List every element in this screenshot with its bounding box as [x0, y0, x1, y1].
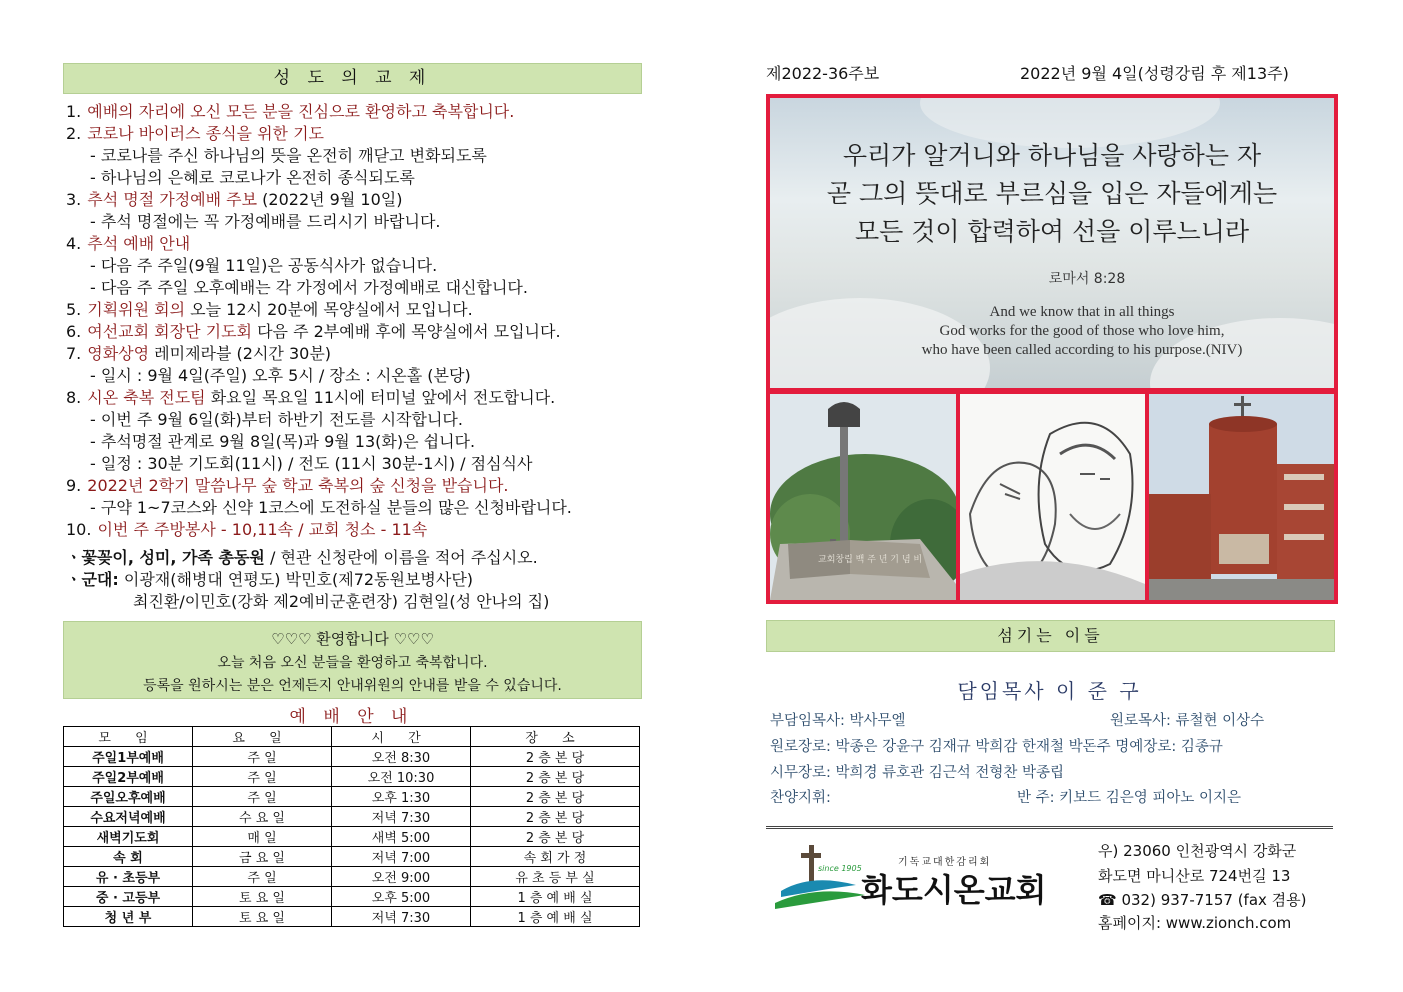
welcome-title: ♡♡♡ 환영합니다 ♡♡♡ — [271, 630, 434, 648]
senior-pastor: 담임목사 이 준 구 — [957, 679, 1142, 703]
col-header: 요 일 — [193, 727, 332, 747]
verse-english-line: And we know that in all things — [989, 304, 1175, 320]
table-cell: 수 요 일 — [193, 807, 332, 827]
announcement-subitem: - 일정 : 30분 기도회(11시) / 전도 (11시 30분-1시) / 점심식사 — [90, 454, 533, 473]
announcement-number: 9. — [66, 476, 82, 495]
table-cell: 속 회 가 정 — [471, 847, 640, 867]
announcement-highlight: 코로나 바이러스 종식을 위한 기도 — [87, 124, 324, 143]
table-cell: 유 · 초등부 — [64, 867, 193, 887]
bell-monument-photo — [770, 394, 956, 600]
verse-english-line: God works for the good of those who love him, — [939, 323, 1225, 339]
military-line2: 최진환/이민호(강화 제2예비군훈련장) 김현일(성 안나의 집) — [133, 592, 550, 611]
flowers-label: ㆍ꽃꽂이, 성미, 가족 총동원 — [66, 548, 265, 567]
announcement-highlight: 시온 축복 전도팀 — [87, 388, 206, 407]
announcement-item — [66, 519, 427, 541]
announcement-item — [66, 475, 509, 497]
table-cell: 토 요 일 — [193, 907, 332, 927]
table-row — [64, 827, 640, 847]
announcement-text: 레미제라블 (2시간 30분) — [149, 344, 332, 363]
table-cell: 유 초 등 부 실 — [471, 867, 640, 887]
announcement-number: 4. — [66, 234, 82, 253]
col-header: 장 소 — [471, 727, 640, 747]
table-row — [64, 807, 640, 827]
staff-line: 반 주: 키보드 김은영 피아노 이지은 — [1017, 790, 1242, 806]
announcement-highlight: 기획위원 회의 — [87, 300, 186, 319]
announcement-number: 2. — [66, 124, 82, 143]
military-line1: 이광재(해병대 연평도) 박민호(제72동원보병사단) — [118, 570, 474, 589]
phone-line: ☎ 032) 937-7157 (fax 겸용) — [1098, 891, 1307, 909]
table-row — [64, 767, 640, 787]
people-title: 섬기는 이들 — [766, 620, 1335, 652]
table-cell: 속 회 — [64, 847, 193, 867]
flowers-note — [66, 547, 538, 569]
staff-line: 원로목사: 류철현 이상수 — [1110, 713, 1265, 729]
divider — [766, 826, 1333, 829]
staff-line: 찬양지휘: — [770, 790, 831, 806]
staff-line: 원로장로: 박종은 강윤구 김재규 박희감 한재철 박돈주 명예장로: 김종규 — [770, 739, 1223, 755]
table-cell: 오전 10:30 — [332, 767, 471, 787]
announcement-highlight: 2022년 2학기 말씀나무 숲 학교 축복의 숲 신청을 받습니다. — [87, 476, 509, 495]
announcement-highlight: 여선교회 회장단 기도회 — [87, 322, 252, 341]
address-line: 우) 23060 인천광역시 강화군 — [1098, 842, 1297, 860]
announcement-text: (2022년 9월 10일) — [257, 190, 403, 209]
table-cell: 주일2부예배 — [64, 767, 193, 787]
services-table — [63, 726, 640, 927]
table-cell: 저녁 7:00 — [332, 847, 471, 867]
table-cell: 1 층 예 배 실 — [471, 907, 640, 927]
table-cell: 새벽기도회 — [64, 827, 193, 847]
table-cell: 2 층 본 당 — [471, 767, 640, 787]
announcement-number: 3. — [66, 190, 82, 209]
table-cell: 주일오후예배 — [64, 787, 193, 807]
announcement-subitem: - 추석명절 관계로 9월 8일(목)과 9월 13(화)은 쉽니다. — [90, 432, 476, 451]
verse-korean-line: 곧 그의 뜻대로 부르심을 입은 자들에게는 — [826, 179, 1278, 208]
table-cell: 주 일 — [193, 767, 332, 787]
announcement-subitem: - 일시 : 9월 4일(주일) 오후 5시 / 장소 : 시온홀 (본당) — [90, 366, 471, 385]
verse-image — [770, 98, 1334, 388]
announcement-item — [66, 343, 331, 365]
monument-text: 교회창립 백 주 년 기 념 비 — [818, 555, 923, 565]
table-row — [64, 847, 640, 867]
announcement-highlight: 예배의 자리에 오신 모든 분을 진심으로 환영하고 축복합니다. — [87, 102, 515, 121]
announcement-subitem: - 이번 주 9월 6일(화)부터 하반기 전도를 시작합니다. — [90, 410, 463, 429]
announcement-number: 10. — [66, 520, 92, 539]
announcement-subitem: - 다음 주 주일(9월 11일)은 공동식사가 없습니다. — [90, 256, 438, 275]
table-cell: 저녁 7:30 — [332, 807, 471, 827]
table-cell: 청 년 부 — [64, 907, 193, 927]
announcement-item — [66, 233, 190, 255]
announcement-subitem: - 다음 주 주일 오후예배는 각 가정에서 가정예배로 대신합니다. — [90, 278, 528, 297]
church-logo — [773, 843, 1083, 913]
section-title: 성 도 의 교 제 — [63, 63, 642, 94]
table-row — [64, 787, 640, 807]
announcement-number: 7. — [66, 344, 82, 363]
announcement-item — [66, 387, 555, 409]
welcome-line2: 등록을 원하시는 분은 언제든지 안내위원의 안내를 받을 수 있습니다. — [143, 678, 562, 694]
announcement-subitem: - 하나님의 은혜로 코로나가 온전히 종식되도록 — [90, 168, 415, 187]
announcement-text: 오늘 12시 20분에 목양실에서 모입니다. — [185, 300, 473, 319]
announcement-highlight: 영화상영 — [87, 344, 150, 363]
table-cell: 2 층 본 당 — [471, 747, 640, 767]
verse-reference: 로마서 8:28 — [1048, 271, 1126, 287]
welcome-line1: 오늘 처음 오신 분들을 환영하고 축복합니다. — [217, 655, 488, 671]
military-label: ㆍ군대: — [66, 570, 119, 589]
table-cell: 주 일 — [193, 867, 332, 887]
table-cell: 오후 5:00 — [332, 887, 471, 907]
services-title: 예 배 안 내 — [289, 707, 414, 727]
table-cell: 오전 8:30 — [332, 747, 471, 767]
table-cell: 2 층 본 당 — [471, 827, 640, 847]
table-cell: 주일1부예배 — [64, 747, 193, 767]
announcement-highlight: 이번 주 주방봉사 - 10,11속 / 교회 청소 - 11속 — [97, 520, 428, 539]
address-line: 화도면 마니산로 724번길 13 — [1098, 867, 1291, 885]
announcement-item — [66, 321, 561, 343]
services-header-row — [64, 727, 640, 747]
sketch-illustration — [960, 394, 1145, 600]
announcement-text: 화요일 목요일 11시에 터미널 앞에서 전도합니다. — [205, 388, 556, 407]
announcement-highlight: 추석 명절 가정예배 주보 — [87, 190, 258, 209]
homepage-line[interactable]: 홈페이지: www.zionch.com — [1098, 914, 1292, 932]
table-cell: 토 요 일 — [193, 887, 332, 907]
staff-line: 부담임목사: 박사무엘 — [770, 713, 906, 729]
table-cell: 오전 9:00 — [332, 867, 471, 887]
table-cell: 주 일 — [193, 787, 332, 807]
announcement-item — [66, 101, 514, 123]
verse-korean-line: 우리가 알거니와 하나님을 사랑하는 자 — [842, 141, 1262, 170]
announcement-subitem: - 구약 1~7코스와 신약 1코스에 도전하실 분들의 많은 신청바랍니다. — [90, 498, 572, 517]
table-cell: 1 층 예 배 실 — [471, 887, 640, 907]
table-row — [64, 747, 640, 767]
announcement-highlight: 추석 예배 안내 — [87, 234, 191, 253]
table-cell: 2 층 본 당 — [471, 807, 640, 827]
bulletin-date: 2022년 9월 4일(성령강림 후 제13주) — [1020, 64, 1289, 83]
bulletin-number: 제2022-36주보 — [766, 64, 880, 83]
announcement-item — [66, 299, 473, 321]
welcome-box — [63, 621, 642, 699]
col-header: 시 간 — [332, 727, 471, 747]
table-cell: 2 층 본 당 — [471, 787, 640, 807]
announcement-item — [66, 123, 324, 145]
table-cell: 중 · 고등부 — [64, 887, 193, 907]
table-row — [64, 887, 640, 907]
verse-english-line: who have been called according to his purpose.(NIV) — [921, 342, 1243, 358]
table-cell: 수요저녁예배 — [64, 807, 193, 827]
flowers-text: / 현관 신청란에 이름을 적어 주십시오. — [264, 548, 538, 567]
table-cell: 매 일 — [193, 827, 332, 847]
announcement-item — [66, 189, 402, 211]
col-header: 모 임 — [64, 727, 193, 747]
table-row — [64, 867, 640, 887]
announcement-number: 1. — [66, 102, 82, 121]
church-building-photo — [1149, 394, 1334, 600]
table-cell: 오후 1:30 — [332, 787, 471, 807]
table-row — [64, 907, 640, 927]
verse-korean-line: 모든 것이 합력하여 선을 이루느니라 — [854, 217, 1250, 246]
table-cell: 주 일 — [193, 747, 332, 767]
announcement-number: 8. — [66, 388, 82, 407]
announcement-text: 다음 주 2부예배 후에 목양실에서 모입니다. — [252, 322, 561, 341]
table-cell: 저녁 7:30 — [332, 907, 471, 927]
logo-since: since 1905 — [818, 864, 862, 873]
verse-english — [770, 303, 1334, 360]
announcement-number: 6. — [66, 322, 82, 341]
announcement-number: 5. — [66, 300, 82, 319]
logo-denomination: 기독교대한감리회 — [898, 857, 992, 868]
table-cell: 금 요 일 — [193, 847, 332, 867]
announcement-subitem: - 코로나를 주신 하나님의 뜻을 온전히 깨닫고 변화되도록 — [90, 146, 487, 165]
military-note — [66, 569, 473, 591]
staff-line: 시무장로: 박희경 류호관 김근석 전형찬 박종립 — [770, 765, 1065, 781]
table-cell: 새벽 5:00 — [332, 827, 471, 847]
logo-church-name: 화도시온교회 — [861, 871, 1047, 909]
announcement-subitem: - 추석 명절에는 꼭 가정예배를 드리시기 바랍니다. — [90, 212, 441, 231]
